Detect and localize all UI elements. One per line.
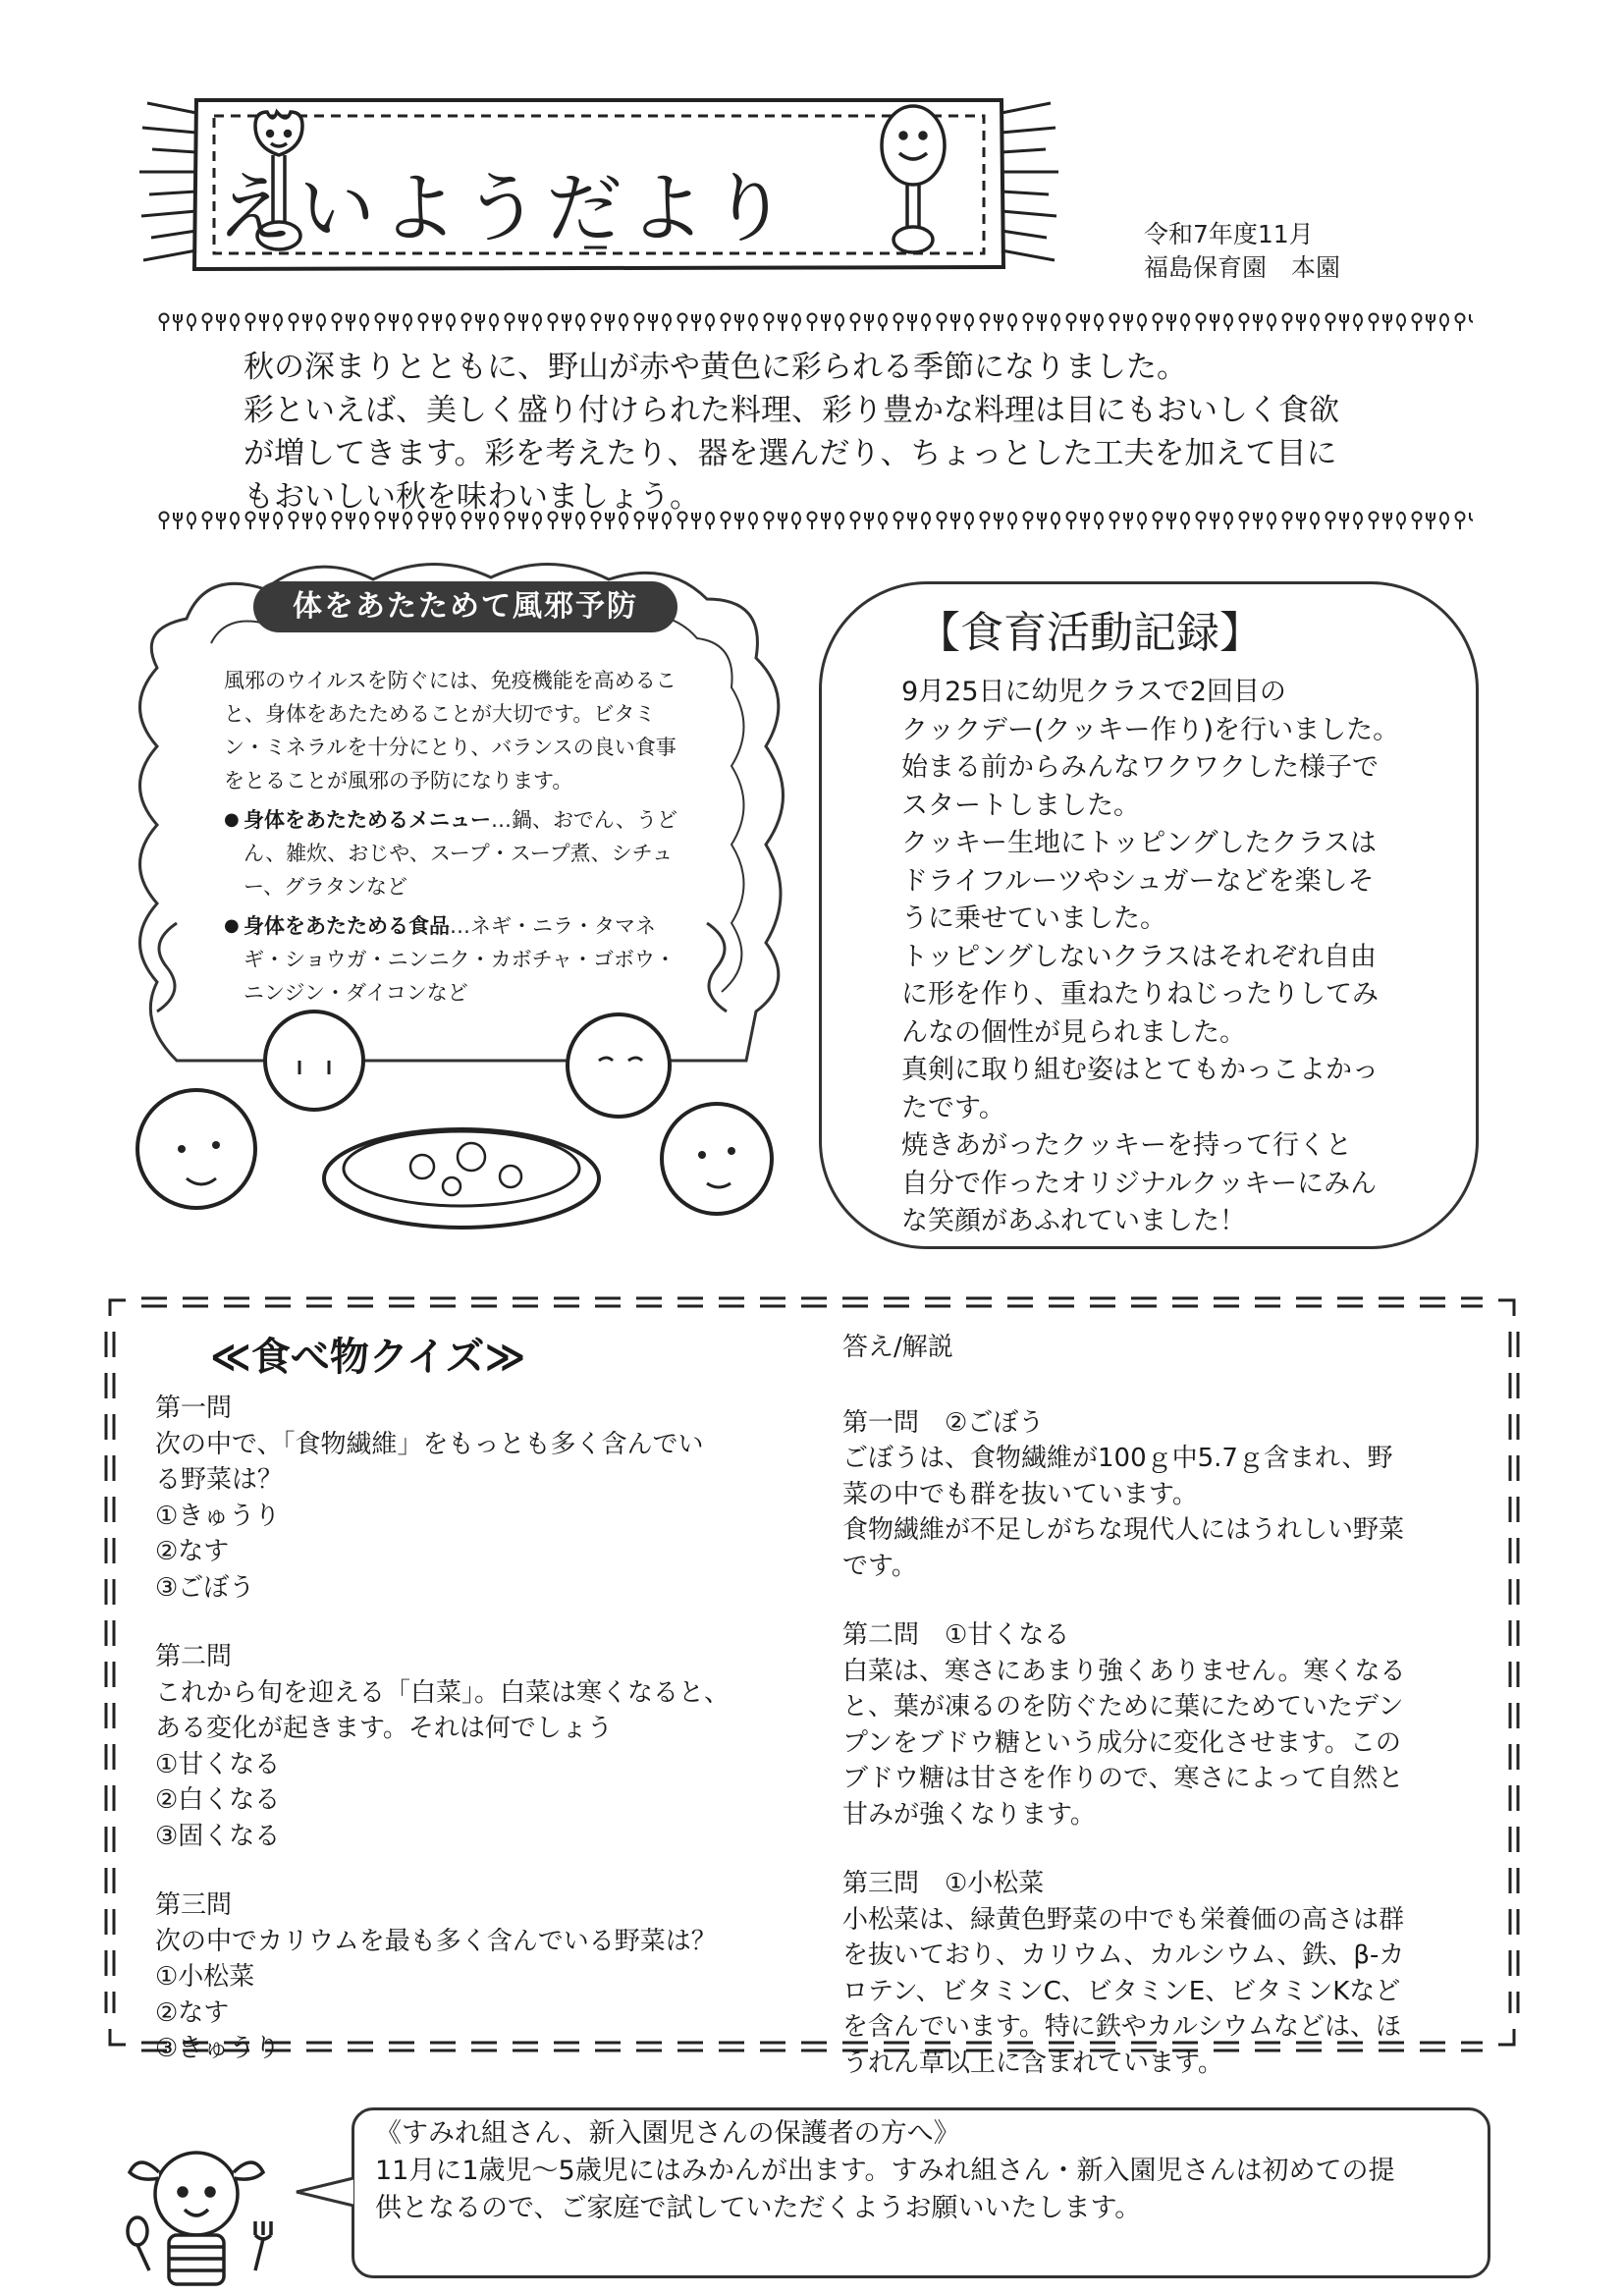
warm-menu-item: [224, 803, 693, 903]
warm-menu-text: …鍋、おでん、うどん、雑炊、おじや、スープ・スープ煮、シチュー、グラタンなど: [244, 808, 678, 899]
warm-food-label: 身体をあたためる食品: [244, 914, 450, 938]
notice-line: 供となるので、ご家庭で試していただくようお願いいたします。: [375, 2193, 1142, 2223]
quiz-questions: [155, 1391, 764, 2067]
answer-2-text: プンをブドウ糖という成分に変化させます。この: [842, 1727, 1401, 1758]
record-line: 真剣に取り組む姿はとてもかっこよかっ: [901, 1055, 1379, 1085]
cold-prevention-title: 体をあたためて風邪予防: [253, 581, 677, 632]
issue-date: 令和7年度11月: [1144, 220, 1314, 248]
intro-text: [244, 346, 1451, 519]
record-line: クッキー生地にトッピングしたクラスは: [901, 828, 1377, 858]
question-1-text: 次の中で、「食物繊維」をもっとも多く含んでい: [155, 1429, 704, 1459]
record-line: 始まる前からみんなワクワクした様子で: [901, 752, 1379, 783]
answer-1-text: ごぼうは、食物繊維が100ｇ中5.7ｇ含まれ、野: [842, 1444, 1393, 1473]
cold-prevention-body: [224, 664, 693, 1010]
quiz-title: ≪食べ物クイズ≫: [210, 1335, 526, 1380]
record-line: うに乗せていました。: [901, 903, 1166, 934]
question-2-option: ③固くなる: [155, 1821, 281, 1851]
question-2-option: ①甘くなる: [155, 1749, 281, 1779]
answer-2-text: と、葉が凍るのを防ぐために葉にためていたデン: [842, 1692, 1404, 1722]
answer-2-text: 白菜は、寒さにあまり強くありません。寒くなる: [842, 1656, 1406, 1686]
question-3-option: ③きゅうり: [155, 2034, 281, 2063]
question-2-text: これから旬を迎える「白菜」。白菜は寒くなると、: [155, 1677, 731, 1708]
question-3-option: ②なす: [155, 1997, 230, 2028]
intro-line: 彩といえば、美しく盛り付けられた料理、彩り豊かな料理は目にもおいしく食欲: [244, 393, 1339, 428]
record-line: 焼きあがったクッキーを持って行くと: [901, 1130, 1352, 1161]
question-1-label: 第一問: [155, 1394, 233, 1423]
question-3-option: ①小松菜: [155, 1962, 255, 1992]
answer-2-text: 甘みが強くなります。: [842, 1799, 1096, 1830]
answer-1-text: 菜の中でも群を抜いています。: [842, 1479, 1198, 1509]
record-line: クックデー(クッキー作り)を行いました。: [901, 714, 1400, 745]
answer-1-label: 第一問 ②ごぼう: [842, 1407, 1045, 1438]
record-line: んなの個性が見られました。: [901, 1016, 1246, 1048]
smiley-spoon-icon: [882, 106, 945, 252]
record-line: ドライフルーツやシュガーなどを楽しそ: [901, 865, 1375, 897]
notice-heading: 《すみれ組さん、新入園児さんの保護者の方へ》: [375, 2118, 960, 2149]
warm-food-item: [224, 909, 693, 1010]
warm-food-text: …ネギ・ニラ・タマネギ・ショウガ・ニンニク・カボチャ・ゴボウ・ニンジン・ダイコンなど: [244, 914, 676, 1005]
notice-line: 11月に1歳児～5歳児にはみかんが出ます。すみれ組さん・新入園児さんは初めての提: [375, 2156, 1395, 2186]
intro-line: もおいしい秋を味わいましょう。: [244, 479, 700, 515]
answer-3-text: を抜いており、カリウム、カルシウム、鉄、β-カ: [842, 1941, 1405, 1970]
record-line: に形を作り、重ねたりねじったりしてみ: [901, 979, 1379, 1010]
record-line: 自分で作ったオリジナルクッキーにみん: [901, 1168, 1378, 1199]
answers-title: 答え/解説: [842, 1333, 953, 1362]
record-line: 9月25日に幼児クラスで2回目の: [901, 677, 1286, 707]
answer-2-text: ブドウ糖は甘さを作りので、寒さによって自然と: [842, 1764, 1404, 1793]
record-line: たです。: [901, 1092, 1005, 1123]
question-3-label: 第三問: [155, 1890, 233, 1920]
question-1-option: ③ごぼう: [155, 1572, 255, 1603]
notice-text: [375, 2115, 1485, 2227]
answer-3-text: を含んでいます。特に鉄やカルシウムなどは、ほ: [842, 2012, 1402, 2042]
girl-with-fork-illustration: [108, 2133, 285, 2290]
activity-record-title: 【食育活動記録】: [917, 608, 1263, 658]
spoon-fork-border-icon: [157, 310, 1473, 334]
cold-intro-text: 風邪のウイルスを防ぐには、免疫機能を高めること、身体をあたためることが大切です。ビタミン・ミネラルを十分にとり、バランスの良い食事をとることが風邪の予防になります。: [224, 669, 677, 793]
record-line: スタートしました。: [901, 790, 1140, 821]
intro-line: が増してきます。彩を考えたり、器を選んだり、ちょっとした工夫を加えて目に: [244, 436, 1337, 471]
answer-1-text: 食物繊維が不足しがちな現代人にはうれしい野菜: [842, 1515, 1405, 1545]
question-1-option: ①きゅうり: [155, 1501, 281, 1531]
nursery-name: 福島保育園 本園: [1144, 253, 1341, 282]
question-1-option: ②なす: [155, 1537, 230, 1566]
question-1-text: る野菜は？: [155, 1465, 284, 1495]
warm-menu-label: 身体をあたためるメニュー: [244, 808, 491, 832]
question-3-text: 次の中でカリウムを最も多く含んでいる野菜は？: [155, 1926, 717, 1956]
intro-line: 秋の深まりとともに、野山が赤や黄色に彩られる季節になりました。: [244, 350, 1187, 385]
page-title: えいようだより: [216, 165, 794, 253]
answer-3-text: 小松菜は、緑黄色野菜の中でも栄養価の高さは群: [842, 1904, 1405, 1935]
question-2-option: ②白くなる: [155, 1785, 281, 1815]
activity-record-body: [901, 674, 1451, 1241]
answer-2-label: 第二問 ①甘くなる: [842, 1620, 1070, 1650]
answer-3-label: 第三問 ①小松菜: [842, 1869, 1045, 1898]
cooking-kids-illustration: [137, 1011, 772, 1228]
question-2-text: ある変化が起きます。それは何でしょう: [155, 1714, 613, 1743]
issue-info: [1144, 218, 1340, 285]
question-2-label: 第二問: [155, 1642, 233, 1671]
answer-3-text: ロテン、ビタミンC、ビタミンE、ビタミンKなど: [842, 1976, 1401, 2006]
answer-3-text: うれん草以上に含まれています。: [842, 2048, 1223, 2078]
speech-tail-icon: [295, 2172, 355, 2212]
quiz-answers: [842, 1330, 1471, 2081]
record-line: トッピングしないクラスはそれぞれ自由: [901, 941, 1377, 972]
answer-1-text: です。: [842, 1551, 917, 1581]
record-line: な笑顔があふれていました！: [901, 1206, 1246, 1236]
